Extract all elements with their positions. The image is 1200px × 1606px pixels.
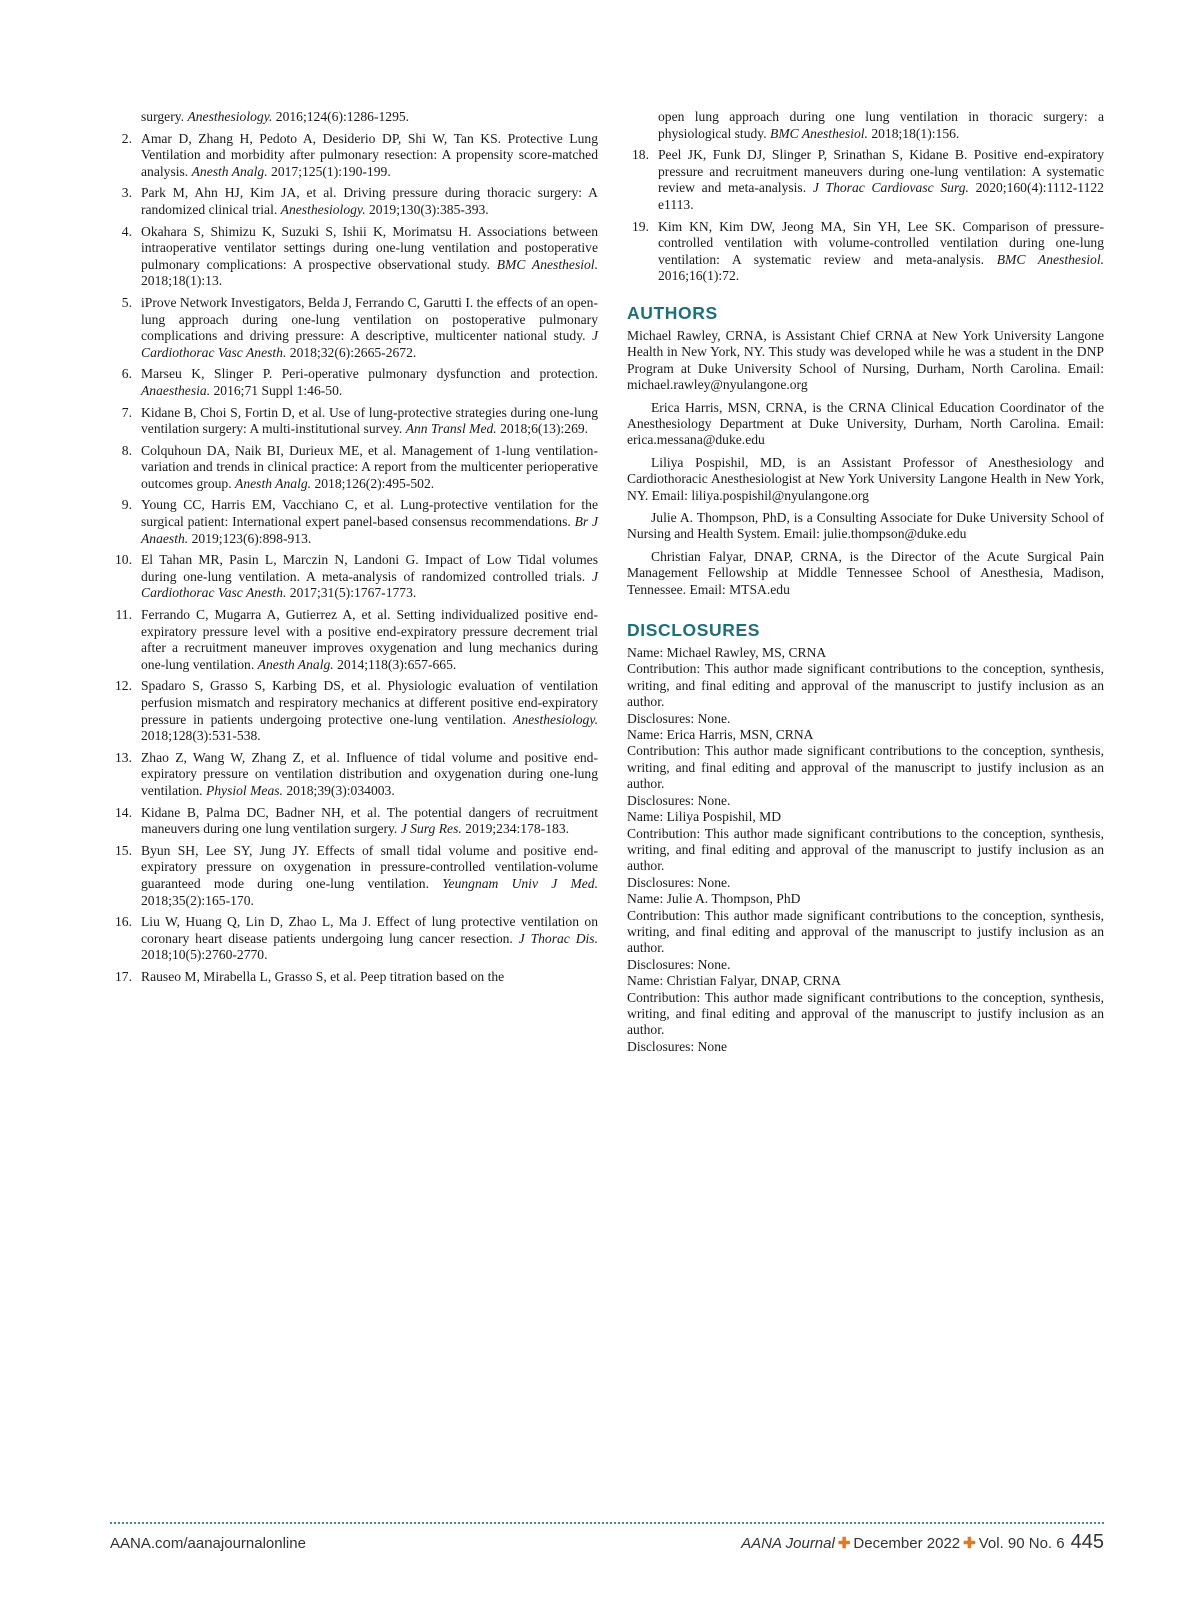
author-bio: Michael Rawley, CRNA, is Assistant Chief CRNA at New York University Langone Health in New York, NY. This study was developed while he was a student in the DNP Program at Duke University School of Nursing, Durham, North Carolina. Email: michael.rawley@nyulangone.org (627, 327, 1104, 393)
reference-citation: 2017;31(5):1767-1773. (286, 585, 417, 601)
reference-text (141, 224, 598, 290)
reference-citation: 2016;124(6):1286-1295. (272, 109, 410, 124)
reference-authors-title: Zhao Z, Wang W, Zhang Z, et al. Influence of tidal volume and positive end-expiratory pressure on ventilation distribution and oxygenation during one-lung ventilation. (141, 749, 598, 798)
authors-section (627, 328, 1104, 598)
reference-number: 12. (115, 678, 132, 694)
disclosure-line: Disclosures: None. (627, 956, 731, 972)
reference-journal: Anesthesiology. (513, 711, 598, 727)
reference-citation: 2017;125(1):190-199. (267, 163, 391, 179)
reference-text (141, 131, 598, 181)
reference-journal: BMC Anesthesiol. (996, 251, 1104, 267)
page-footer (110, 1531, 1104, 1554)
journal-url-link[interactable]: AANA.com/aanajournalonline (110, 1535, 306, 1552)
reference-item (110, 185, 598, 218)
reference-journal: Anesthesiology. (187, 109, 273, 124)
reference-text (141, 497, 598, 547)
reference-journal: Anesthesiology. (280, 201, 366, 217)
disclosure-line: Disclosures: None. (627, 710, 731, 726)
reference-authors-title: Park M, Ahn HJ, Kim JA, et al. Driving pressure during thoracic surgery: A randomized clinical trial. (141, 185, 598, 217)
reference-journal: J Surg Res. (400, 821, 462, 837)
reference-number: 3. (121, 185, 132, 201)
reference-authors-title: Kim KN, Kim DW, Jeong MA, Sin YH, Lee SK. Comparison of pressure-controlled ventilation with volume-controlled ventilation during one-lung ventilation: A systematic review and meta-analysis. (658, 218, 1104, 267)
issue-date: December 2022 (853, 1535, 961, 1552)
disclosure-line: Contribution: This author made significant contributions to the conception, synthesis, writing, and final editing and approval of the manuscript to justify inclusion as an author. (627, 825, 1104, 874)
reference-journal: J Thorac Cardiovasc Surg. (812, 180, 969, 196)
reference-authors-title: Amar D, Zhang H, Pedoto A, Desiderio DP, Shi W, Tan KS. Protective Lung Ventilation and morbidity after pulmonary resection: A propensity score-matched analysis. (141, 130, 598, 179)
reference-citation: 2018;6(13):269. (496, 421, 589, 437)
reference-item (110, 914, 598, 964)
reference-citation: 2014;118(3):657-665. (333, 656, 457, 672)
reference-authors-title: Liu W, Huang Q, Lin D, Zhao L, Ma J. Effect of lung protective ventilation on coronary heart disease patients undergoing lung cancer resection. (141, 914, 598, 946)
disclosure-line: Contribution: This author made significant contributions to the conception, synthesis, writing, and final editing and approval of the manuscript to justify inclusion as an author. (627, 989, 1104, 1038)
reference-authors-title: Ferrando C, Mugarra A, Gutierrez A, et al. Setting individualized positive end-expiratory pressure level with a positive end-expiratory pressure decrement trial after a recruitment maneuver improves oxygenation and lung mechanics during one-lung ventilation. (141, 607, 598, 672)
reference-item (110, 224, 598, 290)
reference-text (141, 443, 598, 493)
reference-authors-title: El Tahan MR, Pasin L, Marczin N, Landoni G. Impact of Low Tidal volumes during one-lung ventilation. A meta-analysis of randomized controlled trials. (141, 552, 598, 584)
disclosure-line: Name: Julie A. Thompson, PhD (627, 891, 801, 907)
reference-number: 11. (115, 607, 132, 623)
reference-citation: 2019;123(6):898-913. (188, 530, 312, 546)
reference-journal: Br J Anaesth. (141, 514, 598, 546)
reference-item (110, 295, 598, 361)
reference-number: 18. (632, 147, 649, 163)
reference-journal: Anaesthesia. (141, 382, 211, 398)
reference-authors-title: Colquhoun DA, Naik BI, Durieux ME, et al. Management of 1-lung ventilation-variation and trends in clinical practice: A report from the multicenter perioperative outcomes group. (141, 442, 598, 491)
reference-authors-title: Kidane B, Choi S, Fortin D, et al. Use of lung-protective strategies during one-lung ventilation surgery: A multi-institutional survey. (141, 404, 598, 437)
disclosure-line: Name: Michael Rawley, MS, CRNA (627, 645, 827, 661)
reference-citation: 2018;39(3):034003. (282, 782, 395, 798)
reference-journal: BMC Anesthesiol. (770, 125, 868, 141)
disclosure-line: Disclosures: None. (627, 792, 731, 808)
disclosures-section (627, 645, 1104, 1055)
reference-number: 14. (115, 804, 132, 820)
author-bio: Julie A. Thompson, PhD, is a Consulting Associate for Duke University School of Nursing and Health System. Email: julie.thompson@duke.edu (627, 510, 1104, 542)
reference-item (627, 109, 1104, 142)
reference-journal: Anesth Analg. (257, 656, 334, 672)
reference-text (141, 969, 598, 986)
reference-number: 16. (115, 914, 132, 930)
reference-journal: Anesth Analg. (191, 163, 268, 179)
reference-item (110, 750, 598, 800)
reference-text (141, 805, 598, 838)
reference-number: 15. (115, 842, 132, 858)
reference-item (110, 109, 598, 126)
reference-journal: BMC Anesthesiol. (496, 256, 598, 272)
reference-text (141, 295, 598, 361)
reference-item (627, 147, 1104, 213)
author-bio: Liliya Pospishil, MD, is an Assistant Professor of Anesthesiology and Cardiothoracic Anesthesiologist at New York University Langone Health in New York, NY. Email: liliya.pospishil@nyulangone.org (627, 454, 1104, 503)
reference-number: 5. (121, 294, 132, 310)
reference-authors-title: Kidane B, Palma DC, Badner NH, et al. The potential dangers of recruitment maneuvers during one lung ventilation surgery. (141, 804, 598, 837)
reference-item (110, 843, 598, 909)
reference-journal: J Thorac Dis. (518, 930, 598, 946)
reference-authors-title: Young CC, Harris EM, Vacchiano C, et al. Lung-protective ventilation for the surgical patient: International expert panel-based consensus recommendations. (141, 497, 598, 530)
reference-authors-title: Rauseo M, Mirabella L, Grasso S, et al. Peep titration based on the (141, 968, 505, 984)
reference-item (110, 366, 598, 399)
reference-item (110, 969, 598, 986)
disclosures-heading: DISCLOSURES (627, 620, 761, 641)
reference-citation: 2018;128(3):531-538. (141, 728, 261, 744)
disclosure-line: Contribution: This author made significant contributions to the conception, synthesis, writing, and final editing and approval of the manuscript to justify inclusion as an author. (627, 743, 1104, 792)
reference-item (627, 219, 1104, 285)
reference-authors-title: Spadaro S, Grasso S, Karbing DS, et al. Physiologic evaluation of ventilation perfusion mismatch and respiratory mechanics at different positive end-expiratory pressure in patients undergoing protective one-lung ventilation. (141, 678, 598, 727)
reference-item (110, 405, 598, 438)
reference-item (110, 131, 598, 181)
disclosure-line: Contribution: This author made significant contributions to the conception, synthesis, writing, and final editing and approval of the manuscript to justify inclusion as an author. (627, 907, 1104, 956)
reference-number: 6. (121, 366, 132, 382)
reference-citation: 2018;35(2):165-170. (141, 892, 254, 908)
author-bio: Christian Falyar, DNAP, CRNA, is the Director of the Acute Surgical Pain Management Fellowship at Middle Tennessee School of Anesthesia, Madison, Tennessee. Email: MTSA.edu (627, 548, 1104, 597)
reference-text (141, 678, 598, 744)
reference-text (141, 552, 598, 602)
disclosure-line: Disclosures: None (627, 1038, 728, 1054)
reference-item (110, 497, 598, 547)
reference-item (110, 607, 598, 673)
reference-journal: Physiol Meas. (205, 782, 283, 798)
reference-authors-title: open lung approach during one lung ventilation in thoracic surgery: a physiological study. (658, 109, 1104, 141)
reference-citation: 2018;18(1):156. (867, 125, 960, 141)
reference-citation: 2018;10(5):2760-2770. (141, 947, 268, 963)
reference-citation: 2018;18(1):13. (141, 273, 223, 289)
reference-journal: J Cardiothorac Vasc Anesth. (141, 568, 598, 601)
page-number: 445 (1070, 1531, 1104, 1553)
reference-number: 17. (115, 968, 132, 984)
reference-text (141, 185, 598, 218)
reference-text (658, 147, 1104, 213)
disclosure-line: Disclosures: None. (627, 874, 731, 890)
reference-authors-title: surgery. (141, 109, 188, 124)
reference-citation: 2018;126(2):495-502. (311, 475, 435, 491)
author-bio: Erica Harris, MSN, CRNA, is the CRNA Clinical Education Coordinator of the Anesthesiology Department at Duke University, Durham, North Carolina. Email: erica.messana@duke.edu (627, 399, 1104, 448)
reference-number: 7. (121, 404, 132, 420)
reference-journal: Anesth Analg. (235, 475, 312, 491)
reference-authors-title: Peel JK, Funk DJ, Slinger P, Srinathan S, Kidane B. Positive end-expiratory pressure and recruitment maneuvers during one-lung ventilation: A systematic review and meta-analysis. (658, 147, 1104, 196)
reference-authors-title: Byun SH, Lee SY, Jung JY. Effects of small tidal volume and positive end-expiratory pressure on oxygenation in pressure-controlled ventilation-volume guaranteed mode during one-lung ventilation. (141, 842, 598, 891)
cross-icon: ✚ (963, 1535, 976, 1552)
volume-number: Vol. 90 No. 6 (978, 1535, 1065, 1552)
reference-number: 8. (121, 442, 132, 458)
reference-number: 19. (632, 218, 649, 234)
reference-number: 13. (115, 749, 132, 765)
reference-authors-title: Okahara S, Shimizu K, Suzuki S, Ishii K, Morimatsu H. Associations between intraoperative ventilator settings during one-lung ventilation and postoperative pulmonary complications: A prospective observational study. (141, 223, 598, 272)
reference-text (658, 219, 1104, 285)
reference-number: 9. (121, 497, 132, 513)
authors-heading: AUTHORS (627, 302, 718, 323)
reference-text (141, 405, 598, 438)
reference-item (110, 443, 598, 493)
disclosure-line: Name: Liliya Pospishil, MD (627, 809, 782, 825)
left-column (110, 109, 598, 991)
reference-item (110, 552, 598, 602)
disclosure-line: Name: Christian Falyar, DNAP, CRNA (627, 973, 841, 989)
journal-name: AANA Journal (741, 1535, 835, 1552)
reference-citation: 2019;234:178-183. (461, 821, 570, 837)
reference-item (110, 805, 598, 838)
reference-authors-title: Marseu K, Slinger P. Peri-operative pulmonary dysfunction and protection. (141, 366, 598, 382)
reference-journal: J Cardiothorac Vasc Anesth. (141, 328, 598, 360)
reference-journal: Yeungnam Univ J Med. (442, 875, 598, 891)
issue-info (741, 1531, 1104, 1554)
reference-authors-title: iProve Network Investigators, Belda J, Ferrando C, Garutti I. the effects of an open-lung approach during one-lung ventilation on postoperative pulmonary complications and driving pressure: A descriptive, multicenter national study. (141, 294, 598, 344)
reference-number: 10. (115, 552, 132, 568)
reference-citation: 2016;71 Suppl 1:46-50. (210, 382, 343, 398)
reference-text (110, 109, 598, 126)
reference-text (141, 607, 598, 673)
reference-citation: 2020;160(4):1112-1122 e1113. (658, 180, 1104, 212)
reference-list-continued (627, 109, 1104, 285)
reference-text (141, 366, 598, 399)
footer-rule (110, 1522, 1104, 1524)
reference-citation: 2018;32(6):2665-2672. (286, 344, 417, 360)
reference-citation: 2016;16(1):72. (658, 268, 740, 284)
reference-number: 4. (121, 223, 132, 239)
reference-journal: Ann Transl Med. (405, 421, 497, 437)
cross-icon: ✚ (837, 1535, 851, 1552)
reference-text (141, 914, 598, 964)
reference-item (110, 678, 598, 744)
right-column (627, 109, 1104, 1055)
reference-text (141, 843, 598, 909)
reference-citation: 2019;130(3):385-393. (365, 201, 489, 217)
reference-text (627, 109, 1104, 142)
reference-text (141, 750, 598, 800)
disclosure-line: Name: Erica Harris, MSN, CRNA (627, 727, 814, 743)
reference-number: 2. (121, 130, 132, 146)
disclosure-line: Contribution: This author made significant contributions to the conception, synthesis, writing, and final editing and approval of the manuscript to justify inclusion as an author. (627, 661, 1104, 710)
